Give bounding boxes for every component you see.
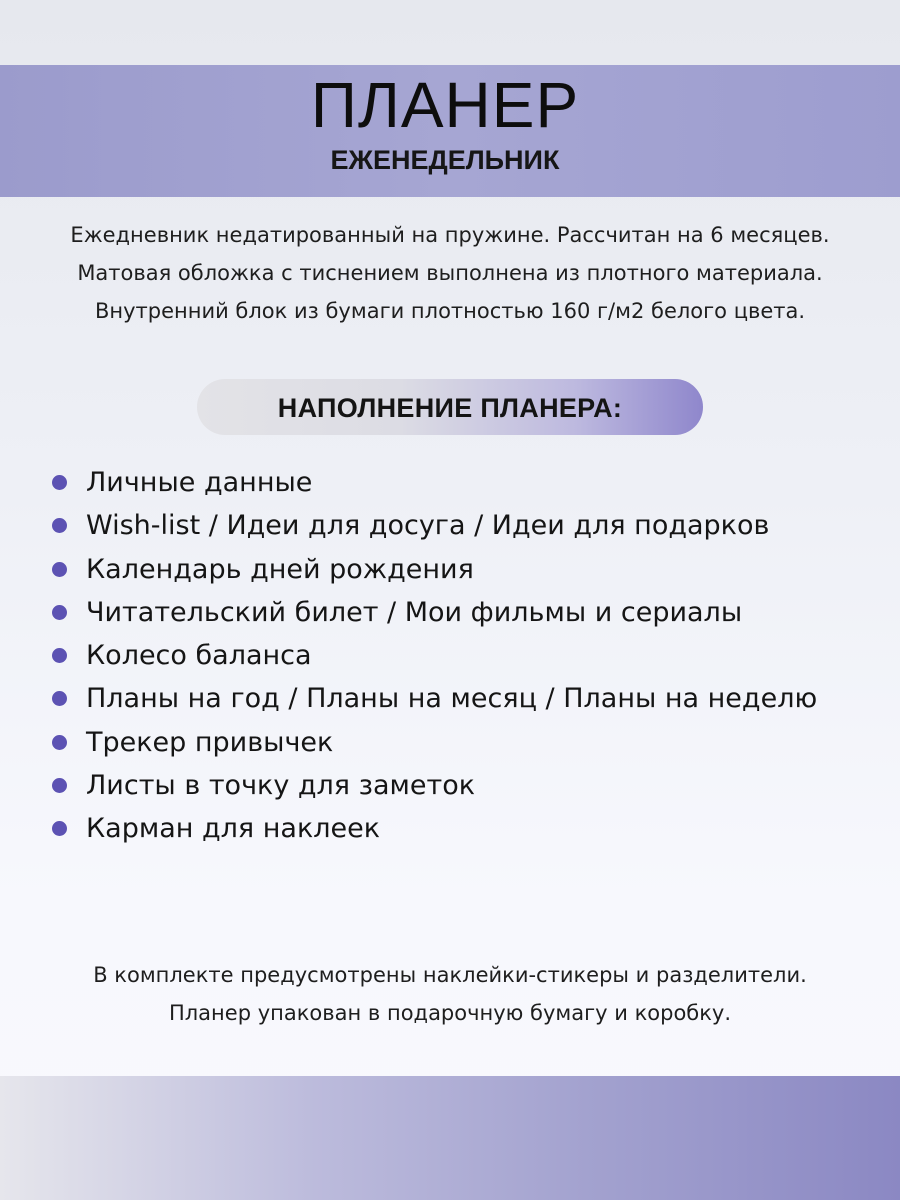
intro-line: Ежедневник недатированный на пружине. Рассчитан на 6 месяцев. [70, 223, 830, 247]
bullet-icon [52, 518, 67, 533]
list-item [50, 504, 817, 547]
footer-band [0, 1076, 900, 1200]
intro-line: Матовая обложка с тиснением выполнена из плотного материала. [77, 261, 823, 285]
list-item [50, 591, 817, 634]
list-item-label: Планы на год / Планы на месяц / Планы на неделю [86, 683, 818, 715]
list-item-label: Карман для наклеек [86, 813, 381, 844]
list-item [50, 677, 817, 720]
contents-heading: НАПОЛНЕНИЕ ПЛАНЕРА: [277, 393, 623, 423]
bullet-icon [52, 605, 67, 620]
list-item-label: Читательский билет / Мои фильмы и сериалы [86, 596, 743, 628]
list-item-label: Трекер привычек [86, 726, 334, 758]
outro-description [0, 956, 900, 1032]
bullet-icon [52, 778, 67, 793]
list-item [50, 807, 817, 850]
page-subtitle: ЕЖЕНЕДЕЛЬНИК [330, 145, 560, 175]
outro-line: В комплекте предусмотрены наклейки-стикеры и разделители. [93, 963, 807, 987]
list-item-label: Листы в точку для заметок [86, 769, 476, 801]
list-item [50, 764, 817, 807]
bullet-icon [52, 475, 67, 490]
list-item [50, 548, 817, 591]
bullet-icon [52, 562, 67, 577]
list-item [50, 461, 817, 504]
bullet-icon [52, 821, 67, 836]
list-item [50, 721, 817, 764]
page-title: ПЛАНЕР [310, 69, 580, 141]
list-item-label: Календарь дней рождения [86, 553, 474, 585]
list-item-label: Wish-list / Идеи для досуга / Идеи для подарков [86, 510, 770, 542]
bullet-icon [52, 648, 67, 663]
list-item-label: Колесо баланса [86, 640, 312, 671]
bullet-icon [52, 735, 67, 750]
list-item-label: Личные данные [86, 467, 313, 498]
intro-description [0, 216, 900, 330]
list-item [50, 634, 817, 677]
bullet-icon [52, 691, 67, 706]
intro-line: Внутренний блок из бумаги плотностью 160 г/м2 белого цвета. [94, 299, 806, 323]
outro-line: Планер упакован в подарочную бумагу и коробку. [168, 1001, 732, 1025]
contents-list [50, 461, 817, 850]
